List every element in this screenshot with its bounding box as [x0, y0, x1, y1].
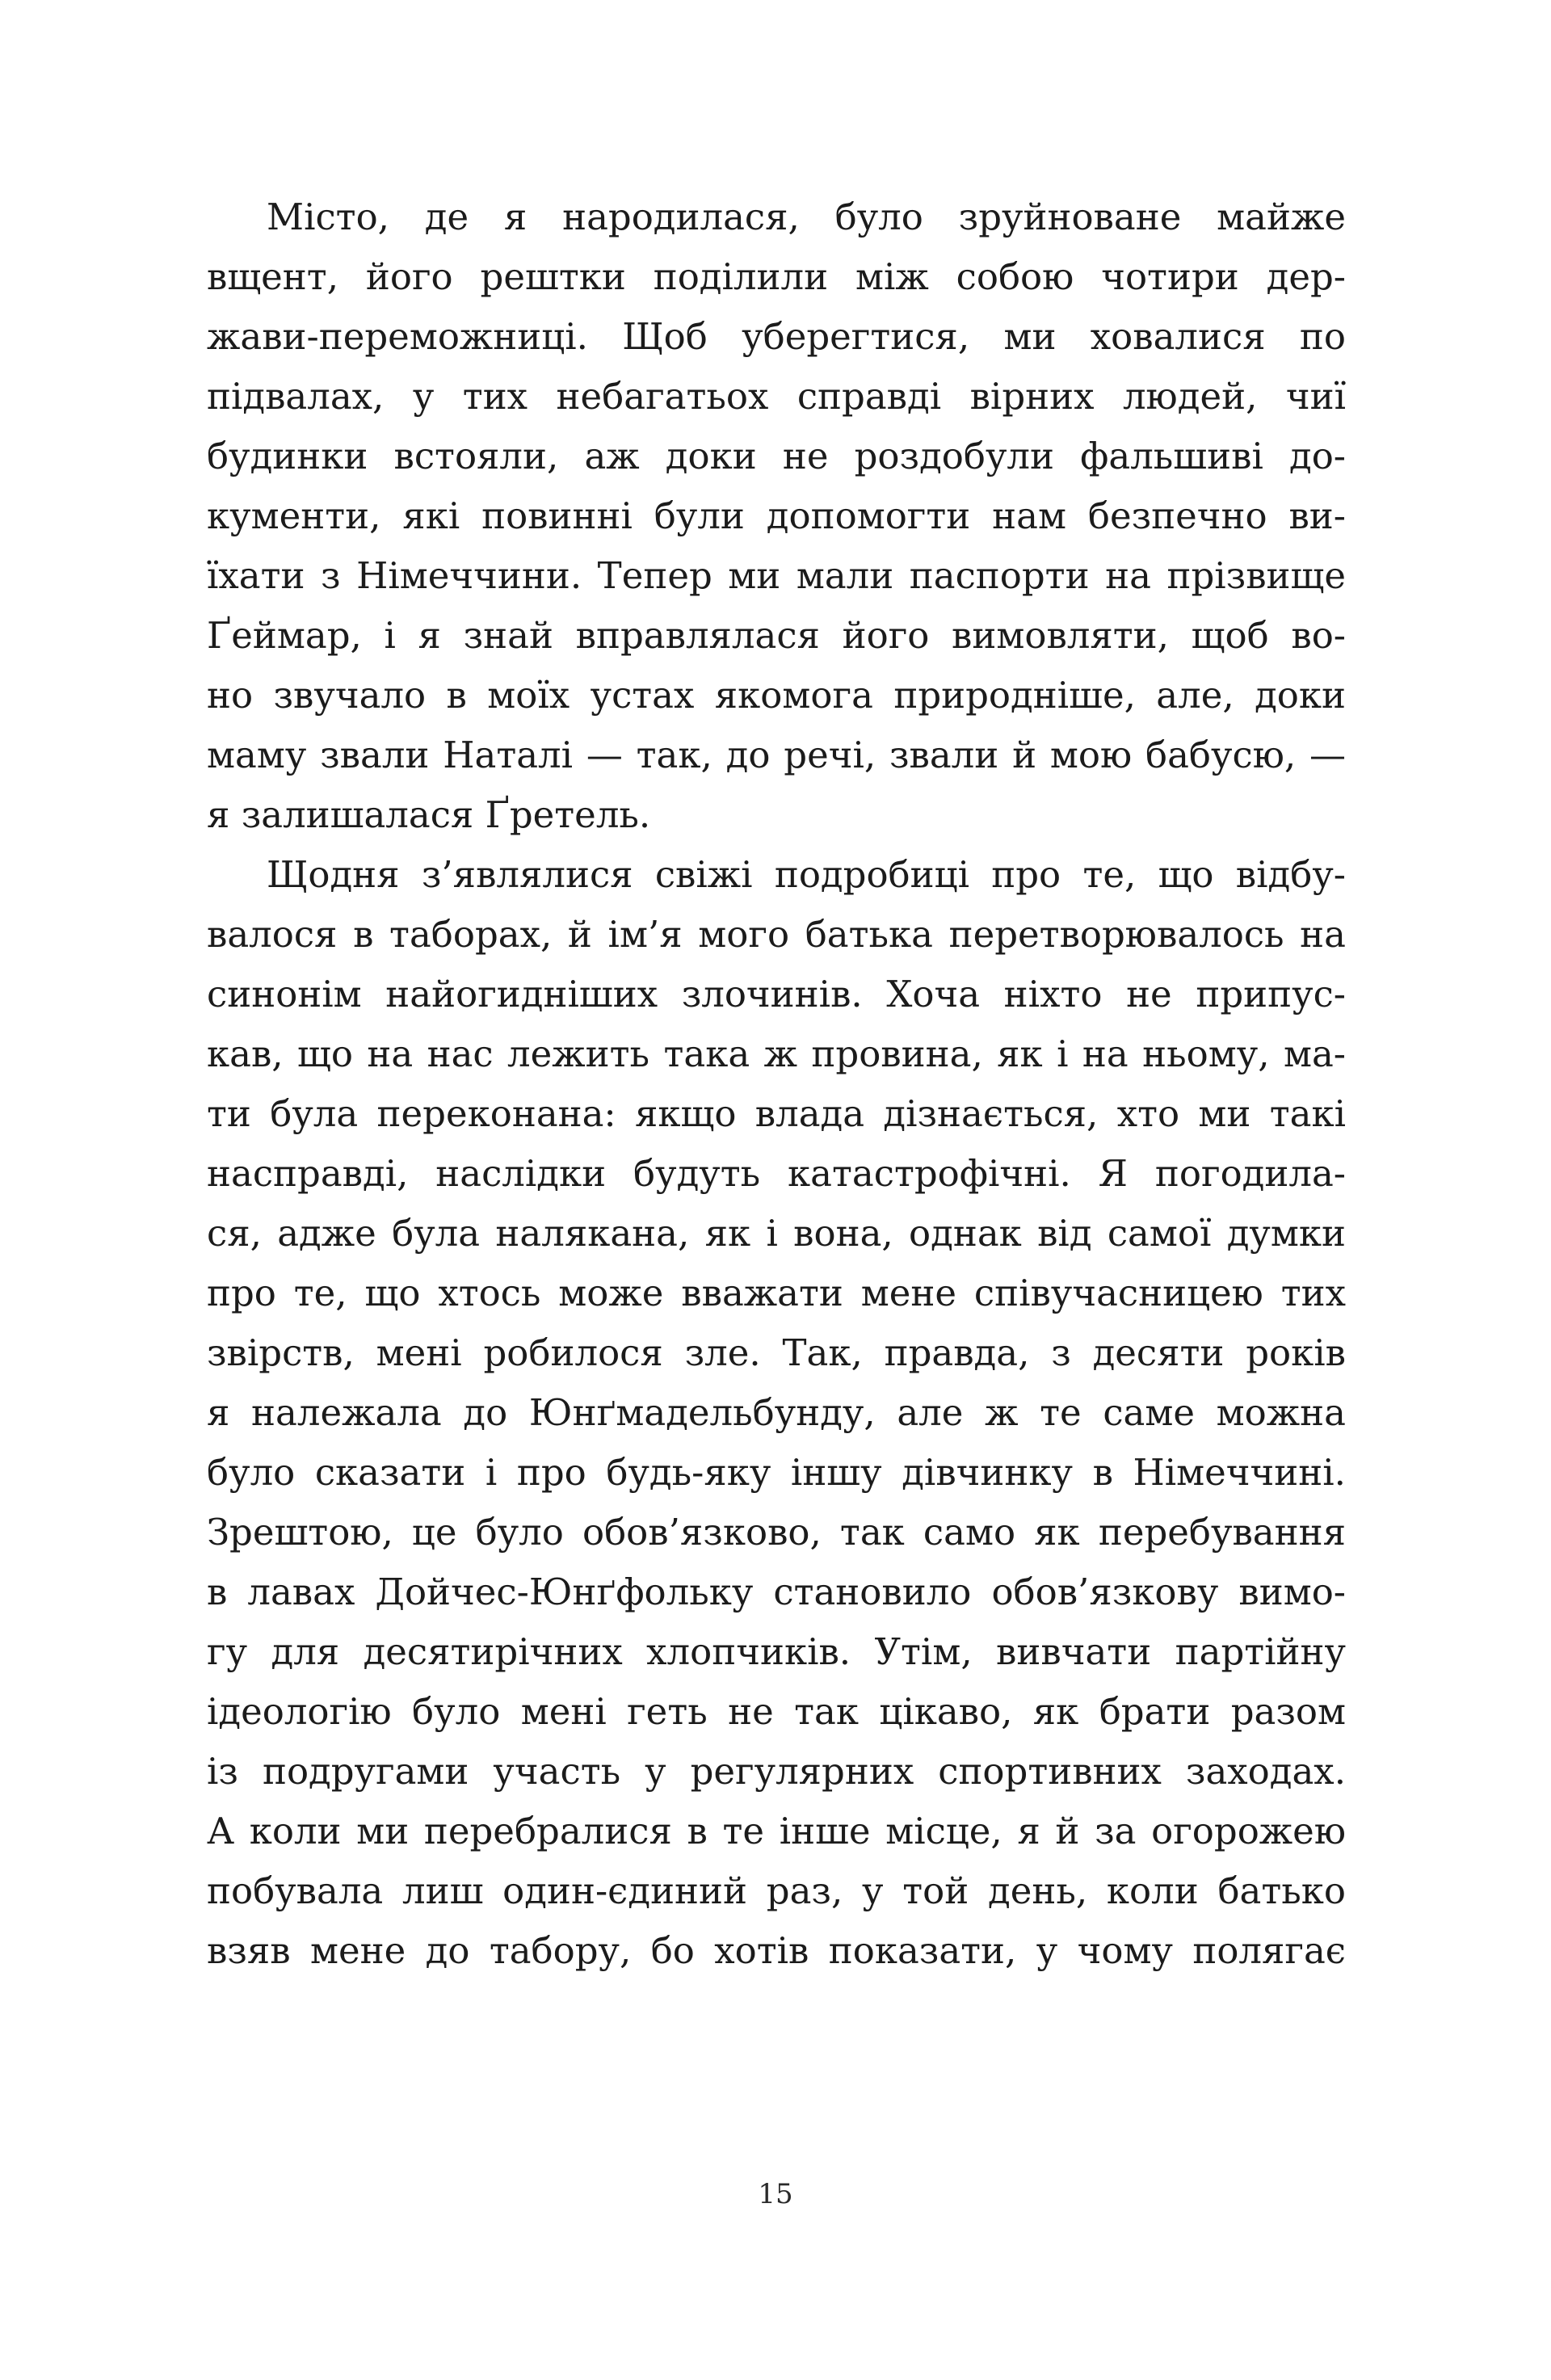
text-line: кументи, які повинні були допомогти нам безпечно ви-: [207, 494, 1346, 537]
text-line: насправді, наслідки будуть катастрофічні. Я погодила-: [207, 1152, 1346, 1195]
text-line: взяв мене до табору, бо хотів показати, у чому полягає: [207, 1929, 1346, 1972]
text-line: із подругами участь у регулярних спортивних заходах.: [207, 1750, 1346, 1793]
text-line: Щодня з’являлися свіжі подробиці про те, що відбу-: [267, 853, 1346, 896]
text-line: я залишалася Ґретель.: [207, 793, 651, 836]
text-line: кав, що на нас лежить така ж провина, як і на ньому, ма-: [207, 1032, 1346, 1075]
text-line: ти була переконана: якщо влада дізнається, хто ми такі: [207, 1092, 1346, 1135]
text-line: А коли ми перебралися в те інше місце, я й за огорожею: [207, 1810, 1346, 1852]
text-line: Ґеймар, і я знай вправлялася його вимовляти, щоб во-: [207, 614, 1346, 657]
text-line: Зрештою, це було обов’язково, так само як перебування: [207, 1511, 1346, 1554]
text-line: я належала до Юнґмадельбунду, але ж те саме можна: [207, 1391, 1346, 1434]
text-line: маму звали Наталі — так, до речі, звали й мою бабусю, —: [207, 734, 1346, 776]
text-line: вщент, його рештки поділили між собою чотири дер-: [207, 255, 1346, 298]
text-line: ся, адже була налякана, як і вона, однак від самої думки: [207, 1212, 1346, 1255]
text-line: Місто, де я народилася, було зруйноване майже: [267, 196, 1346, 238]
text-line: їхати з Німеччини. Тепер ми мали паспорти на прізвище: [207, 554, 1346, 597]
text-line: в лавах Дойчес-Юнґфольку становило обов’язкову вимо-: [207, 1571, 1346, 1613]
text-line: про те, що хтось може вважати мене співучасницею тих: [207, 1272, 1346, 1314]
text-line: синонім найогидніших злочинів. Хоча ніхто не припус-: [207, 973, 1346, 1015]
text-line: звірств, мені робилося зле. Так, правда, з десяти років: [207, 1331, 1346, 1374]
text-line: підвалах, у тих небагатьох справді вірних людей, чиї: [207, 375, 1346, 418]
text-line: гу для десятирічних хлопчиків. Утім, вивчати партійну: [207, 1630, 1346, 1673]
text-line: ідеологію було мені геть не так цікаво, як брати разом: [207, 1690, 1346, 1733]
text-line: жави-переможниці. Щоб уберегтися, ми ховалися по: [207, 315, 1346, 358]
text-line: було сказати і про будь-яку іншу дівчинку в Німеччині.: [207, 1451, 1346, 1494]
text-line: побувала лиш один-єдиний раз, у той день, коли батько: [207, 1869, 1346, 1912]
text-line: будинки встояли, аж доки не роздобули фальшиві до-: [207, 435, 1346, 477]
page-number: 15: [758, 2178, 793, 2210]
text-line: валося в таборах, й ім’я мого батька перетворювалось на: [207, 913, 1346, 956]
text-line: но звучало в моїх устах якомога природніше, але, доки: [207, 674, 1346, 717]
